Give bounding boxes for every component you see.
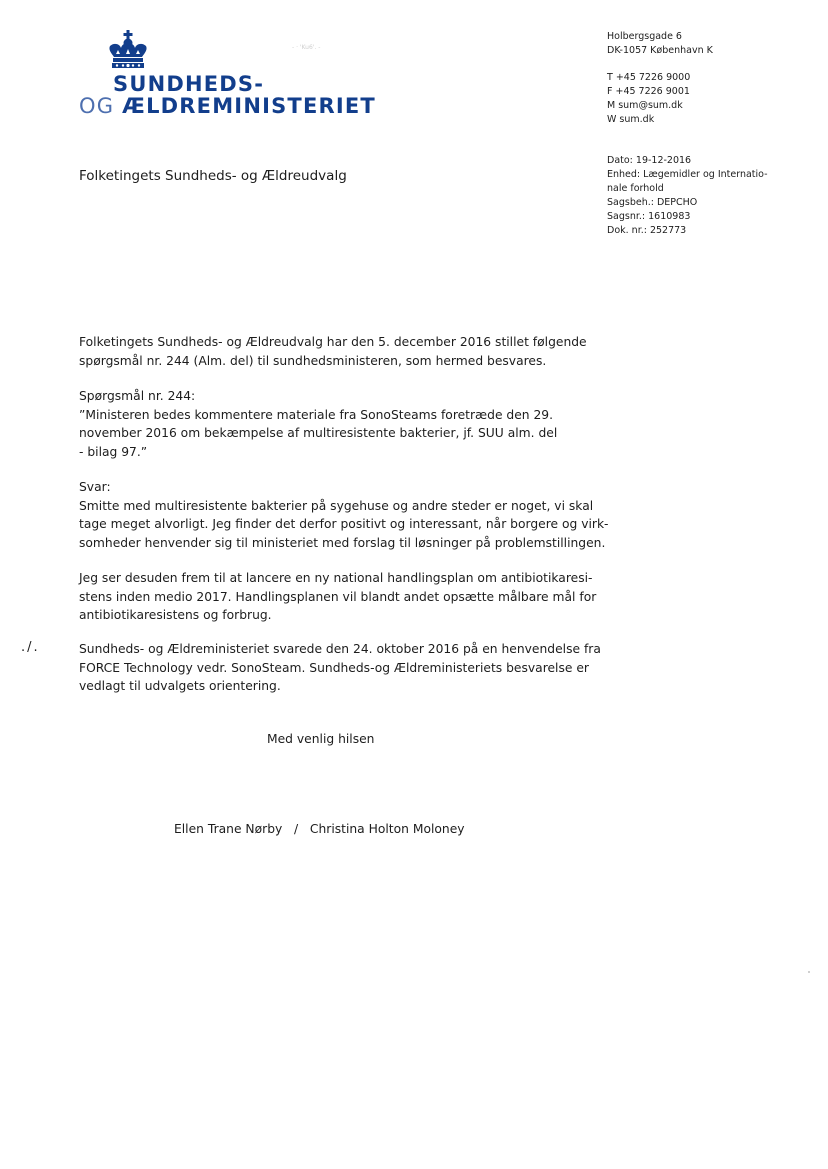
document-meta xyxy=(607,154,767,238)
meta-unit-line1: Enhed: Lægemidler og Internatio- xyxy=(607,169,768,180)
faint-stamp-mark: - · 'Ku6'. - xyxy=(292,44,321,51)
meta-document-number: Dok. nr.: 252773 xyxy=(607,225,687,236)
paragraph-line: ”Ministeren bedes kommentere materiale fra SonoSteams foretræde den 29. xyxy=(79,407,554,422)
recipient: Folketingets Sundheds- og Ældreudvalg xyxy=(79,168,347,184)
logo-text-main: ÆLDREMINISTERIET xyxy=(122,94,376,118)
paragraph-line: tage meget alvorligt. Jeg finder det derfor positivt og interessant, når borgere og virk- xyxy=(79,517,609,531)
logo-text-prefix: OG xyxy=(79,94,115,118)
paragraph-line: Folketingets Sundheds- og Ældreudvalg har den 5. december 2016 stillet følgende xyxy=(79,335,587,349)
logo-text-line1: SUNDHEDS- xyxy=(113,72,265,96)
paragraph-line: vedlagt til udvalgets orientering. xyxy=(79,679,281,693)
meta-unit-line2: nale forhold xyxy=(607,183,664,194)
enclosure-marker: ./. xyxy=(21,640,40,655)
meta-case-number: Sagsnr.: 1610983 xyxy=(607,211,691,222)
paragraph-line: november 2016 om bekæmpelse af multiresistente bakterier, jf. SUU alm. del xyxy=(79,426,558,440)
signers: Ellen Trane Nørby / Christina Holton Moloney xyxy=(174,822,465,836)
paragraph-line: Jeg ser desuden frem til at lancere en ny national handlingsplan om antibiotikaresi- xyxy=(79,571,593,585)
closing-greeting: Med venlig hilsen xyxy=(267,732,375,746)
paragraph-line: - bilag 97.” xyxy=(79,444,148,459)
paragraph-line: somheder henvender sig til ministeriet med forslag til løsninger på problemstillingen. xyxy=(79,535,606,550)
enclosure-paragraph xyxy=(79,640,601,696)
meta-date: Dato: 19-12-2016 xyxy=(607,155,692,166)
paragraph-line: stens inden medio 2017. Handlingsplanen vil blandt andet opsætte målbare mål for xyxy=(79,589,597,604)
action-plan-paragraph xyxy=(79,569,597,625)
address-city: DK-1057 København K xyxy=(607,45,713,56)
paragraph-line: FORCE Technology vedr. SonoSteam. Sundheds-og Ældreministeriets besvarelse er xyxy=(79,660,589,675)
intro-paragraph xyxy=(79,333,587,370)
scan-speck xyxy=(808,971,810,973)
address-street: Holbergsgade 6 xyxy=(607,31,682,42)
paragraph-line: spørgsmål nr. 244 (Alm. del) til sundhedsministeren, som hermed besvares. xyxy=(79,353,547,368)
contact-block xyxy=(607,71,690,127)
paragraph-line: Sundheds- og Ældreministeriet svarede den 24. oktober 2016 på en henvendelse fra xyxy=(79,642,601,656)
paragraph-line: Smitte med multiresistente bakterier på sygehuse og andre steder er noget, vi skal xyxy=(79,498,594,513)
logo-text-line2 xyxy=(79,94,376,118)
question-paragraph xyxy=(79,387,558,461)
sender-address xyxy=(607,30,713,58)
question-heading: Spørgsmål nr. 244: xyxy=(79,389,196,403)
answer-paragraph xyxy=(79,478,609,552)
meta-case-handler: Sagsbeh.: DEPCHO xyxy=(607,197,698,208)
contact-phone: T +45 7226 9000 xyxy=(607,72,691,83)
contact-web: W sum.dk xyxy=(607,114,655,125)
contact-fax: F +45 7226 9001 xyxy=(607,86,690,97)
crown-icon xyxy=(106,30,150,70)
answer-heading: Svar: xyxy=(79,480,111,494)
paragraph-line: antibiotikaresistens og forbrug. xyxy=(79,608,272,622)
contact-email: M sum@sum.dk xyxy=(607,100,683,111)
